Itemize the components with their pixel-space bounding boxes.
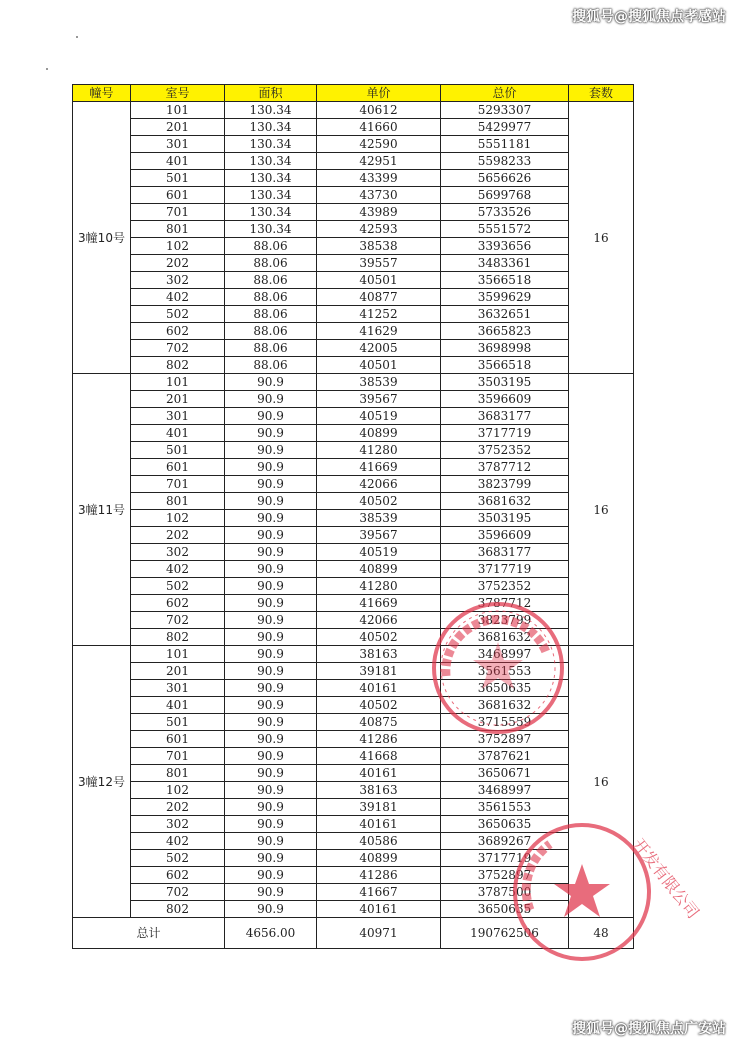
table-row xyxy=(73,646,634,663)
room-cell: 401 xyxy=(131,697,225,714)
room-cell: 602 xyxy=(131,323,225,340)
table-row xyxy=(73,289,634,306)
area-cell: 90.9 xyxy=(225,867,317,884)
area-cell: 130.34 xyxy=(225,102,317,119)
room-cell: 302 xyxy=(131,272,225,289)
area-cell: 130.34 xyxy=(225,221,317,238)
room-cell: 301 xyxy=(131,136,225,153)
area-cell: 90.9 xyxy=(225,646,317,663)
unit-price-cell: 40502 xyxy=(317,629,441,646)
unit-price-cell: 40161 xyxy=(317,816,441,833)
table-row xyxy=(73,544,634,561)
total-price-cell: 3599629 xyxy=(441,289,569,306)
room-cell: 601 xyxy=(131,459,225,476)
room-cell: 801 xyxy=(131,221,225,238)
total-price-cell: 3698998 xyxy=(441,340,569,357)
total-price-cell: 3681632 xyxy=(441,493,569,510)
area-cell: 90.9 xyxy=(225,442,317,459)
unit-price-cell: 40875 xyxy=(317,714,441,731)
total-unit-price: 40971 xyxy=(317,918,441,949)
unit-price-cell: 41669 xyxy=(317,459,441,476)
table-body xyxy=(73,102,634,918)
room-cell: 102 xyxy=(131,238,225,255)
room-cell: 502 xyxy=(131,578,225,595)
area-cell: 90.9 xyxy=(225,833,317,850)
room-cell: 801 xyxy=(131,765,225,782)
room-cell: 201 xyxy=(131,391,225,408)
table-row xyxy=(73,714,634,731)
room-cell: 202 xyxy=(131,255,225,272)
area-cell: 90.9 xyxy=(225,714,317,731)
price-table xyxy=(72,84,634,949)
total-price-cell: 3683177 xyxy=(441,408,569,425)
table-row xyxy=(73,323,634,340)
table-row xyxy=(73,782,634,799)
room-cell: 501 xyxy=(131,442,225,459)
area-cell: 88.06 xyxy=(225,357,317,374)
table-row xyxy=(73,833,634,850)
total-price-cell: 3503195 xyxy=(441,374,569,391)
area-cell: 90.9 xyxy=(225,459,317,476)
table-row xyxy=(73,663,634,680)
total-price-cell: 3787712 xyxy=(441,595,569,612)
unit-price-cell: 42590 xyxy=(317,136,441,153)
room-cell: 402 xyxy=(131,561,225,578)
unit-price-cell: 42066 xyxy=(317,612,441,629)
total-price-cell: 3787621 xyxy=(441,748,569,765)
total-price-cell: 3681632 xyxy=(441,629,569,646)
unit-price-cell: 42005 xyxy=(317,340,441,357)
area-cell: 90.9 xyxy=(225,884,317,901)
unit-price-cell: 39567 xyxy=(317,527,441,544)
room-cell: 101 xyxy=(131,646,225,663)
area-cell: 90.9 xyxy=(225,391,317,408)
total-price-cell: 3715559 xyxy=(441,714,569,731)
area-cell: 88.06 xyxy=(225,238,317,255)
table-row xyxy=(73,527,634,544)
area-cell: 90.9 xyxy=(225,765,317,782)
room-cell: 401 xyxy=(131,425,225,442)
unit-price-cell: 41280 xyxy=(317,442,441,459)
area-cell: 90.9 xyxy=(225,748,317,765)
total-price-cell: 3752352 xyxy=(441,578,569,595)
total-price-cell: 3468997 xyxy=(441,646,569,663)
room-cell: 802 xyxy=(131,901,225,918)
unit-price-cell: 41668 xyxy=(317,748,441,765)
unit-price-cell: 40899 xyxy=(317,425,441,442)
area-cell: 130.34 xyxy=(225,204,317,221)
total-price-cell: 5551181 xyxy=(441,136,569,153)
unit-price-cell: 41629 xyxy=(317,323,441,340)
room-cell: 601 xyxy=(131,731,225,748)
table-row xyxy=(73,799,634,816)
unit-price-cell: 39181 xyxy=(317,799,441,816)
table-row xyxy=(73,680,634,697)
table-row xyxy=(73,391,634,408)
total-price-cell: 5699768 xyxy=(441,187,569,204)
area-cell: 88.06 xyxy=(225,306,317,323)
header-unit-price: 单价 xyxy=(317,85,441,102)
table-row xyxy=(73,408,634,425)
unit-price-cell: 42951 xyxy=(317,153,441,170)
total-price-cell: 3823799 xyxy=(441,612,569,629)
total-price-cell: 3665823 xyxy=(441,323,569,340)
total-price-cell: 5656626 xyxy=(441,170,569,187)
unit-price-cell: 40519 xyxy=(317,544,441,561)
total-price-cell: 5733526 xyxy=(441,204,569,221)
total-price-cell: 3752897 xyxy=(441,867,569,884)
table-row xyxy=(73,493,634,510)
total-price-cell: 3566518 xyxy=(441,357,569,374)
area-cell: 90.9 xyxy=(225,782,317,799)
header-unit-count: 套数 xyxy=(569,85,634,102)
room-cell: 702 xyxy=(131,340,225,357)
area-cell: 90.9 xyxy=(225,629,317,646)
area-cell: 90.9 xyxy=(225,374,317,391)
total-price-cell: 5551572 xyxy=(441,221,569,238)
unit-price-cell: 42066 xyxy=(317,476,441,493)
unit-price-cell: 38539 xyxy=(317,374,441,391)
building-cell: 3幢10号 xyxy=(73,102,131,374)
total-price-cell: 3561553 xyxy=(441,799,569,816)
room-cell: 801 xyxy=(131,493,225,510)
unit-price-cell: 43730 xyxy=(317,187,441,204)
table-row xyxy=(73,187,634,204)
unit-price-cell: 40877 xyxy=(317,289,441,306)
table-row xyxy=(73,816,634,833)
unit-price-cell: 41660 xyxy=(317,119,441,136)
unit-price-cell: 40519 xyxy=(317,408,441,425)
area-cell: 90.9 xyxy=(225,544,317,561)
unit-price-cell: 39181 xyxy=(317,663,441,680)
area-cell: 90.9 xyxy=(225,561,317,578)
table-row xyxy=(73,612,634,629)
room-cell: 701 xyxy=(131,204,225,221)
area-cell: 88.06 xyxy=(225,289,317,306)
watermark-top: 搜狐号@搜狐焦点孝感站 xyxy=(572,9,726,25)
unit-count-cell: 16 xyxy=(569,374,634,646)
table-row xyxy=(73,561,634,578)
table-row xyxy=(73,238,634,255)
table-row xyxy=(73,102,634,119)
table-row xyxy=(73,425,634,442)
room-cell: 102 xyxy=(131,782,225,799)
room-cell: 501 xyxy=(131,170,225,187)
unit-price-cell: 40612 xyxy=(317,102,441,119)
table-row xyxy=(73,510,634,527)
area-cell: 130.34 xyxy=(225,153,317,170)
table-row xyxy=(73,629,634,646)
area-cell: 90.9 xyxy=(225,493,317,510)
total-price-cell: 5293307 xyxy=(441,102,569,119)
room-cell: 101 xyxy=(131,374,225,391)
room-cell: 202 xyxy=(131,527,225,544)
table-row xyxy=(73,442,634,459)
table-row xyxy=(73,476,634,493)
total-price-cell: 3752352 xyxy=(441,442,569,459)
table-row xyxy=(73,595,634,612)
unit-price-cell: 41286 xyxy=(317,731,441,748)
table-row xyxy=(73,374,634,391)
table-row xyxy=(73,255,634,272)
total-price-cell: 3717719 xyxy=(441,561,569,578)
total-price-cell: 5429977 xyxy=(441,119,569,136)
room-cell: 101 xyxy=(131,102,225,119)
unit-price-cell: 43989 xyxy=(317,204,441,221)
total-price-cell: 3681632 xyxy=(441,697,569,714)
area-cell: 88.06 xyxy=(225,255,317,272)
unit-price-cell: 40502 xyxy=(317,697,441,714)
total-total-price: 190762506 xyxy=(441,918,569,949)
unit-price-cell: 40501 xyxy=(317,272,441,289)
room-cell: 802 xyxy=(131,357,225,374)
room-cell: 302 xyxy=(131,544,225,561)
room-cell: 401 xyxy=(131,153,225,170)
table-row xyxy=(73,119,634,136)
area-cell: 90.9 xyxy=(225,816,317,833)
area-cell: 90.9 xyxy=(225,425,317,442)
building-cell: 3幢11号 xyxy=(73,374,131,646)
total-price-cell: 3689267 xyxy=(441,833,569,850)
total-price-cell: 3468997 xyxy=(441,782,569,799)
table-row xyxy=(73,306,634,323)
building-cell: 3幢12号 xyxy=(73,646,131,918)
unit-price-cell: 40161 xyxy=(317,765,441,782)
table-row xyxy=(73,204,634,221)
unit-price-cell: 40161 xyxy=(317,680,441,697)
total-area: 4656.00 xyxy=(225,918,317,949)
room-cell: 601 xyxy=(131,187,225,204)
table-row xyxy=(73,136,634,153)
room-cell: 602 xyxy=(131,867,225,884)
seal-text: 开发有限公司 xyxy=(628,834,703,923)
room-cell: 202 xyxy=(131,799,225,816)
room-cell: 201 xyxy=(131,119,225,136)
unit-price-cell: 41252 xyxy=(317,306,441,323)
table-row xyxy=(73,170,634,187)
table-row xyxy=(73,459,634,476)
total-row xyxy=(73,918,634,949)
unit-price-cell: 40501 xyxy=(317,357,441,374)
table-row xyxy=(73,578,634,595)
unit-price-cell: 40502 xyxy=(317,493,441,510)
area-cell: 130.34 xyxy=(225,119,317,136)
unit-price-cell: 40161 xyxy=(317,901,441,918)
area-cell: 90.9 xyxy=(225,697,317,714)
table-row xyxy=(73,153,634,170)
unit-price-cell: 38539 xyxy=(317,510,441,527)
header-building: 幢号 xyxy=(73,85,131,102)
total-price-cell: 3561553 xyxy=(441,663,569,680)
table-row xyxy=(73,357,634,374)
total-price-cell: 3596609 xyxy=(441,391,569,408)
unit-price-cell: 38163 xyxy=(317,782,441,799)
area-cell: 90.9 xyxy=(225,612,317,629)
total-price-cell: 5598233 xyxy=(441,153,569,170)
unit-price-cell: 40899 xyxy=(317,561,441,578)
area-cell: 90.9 xyxy=(225,799,317,816)
unit-price-cell: 40586 xyxy=(317,833,441,850)
table-row xyxy=(73,731,634,748)
unit-price-cell: 38538 xyxy=(317,238,441,255)
total-price-cell: 3787712 xyxy=(441,459,569,476)
area-cell: 90.9 xyxy=(225,527,317,544)
room-cell: 502 xyxy=(131,850,225,867)
total-price-cell: 3650635 xyxy=(441,816,569,833)
unit-price-cell: 41669 xyxy=(317,595,441,612)
area-cell: 90.9 xyxy=(225,578,317,595)
unit-price-cell: 40899 xyxy=(317,850,441,867)
area-cell: 90.9 xyxy=(225,476,317,493)
unit-price-cell: 41667 xyxy=(317,884,441,901)
table-row xyxy=(73,850,634,867)
total-price-cell: 3503195 xyxy=(441,510,569,527)
area-cell: 90.9 xyxy=(225,731,317,748)
table-row xyxy=(73,272,634,289)
total-price-cell: 3632651 xyxy=(441,306,569,323)
total-price-cell: 3752897 xyxy=(441,731,569,748)
area-cell: 130.34 xyxy=(225,136,317,153)
table-row xyxy=(73,340,634,357)
room-cell: 302 xyxy=(131,816,225,833)
area-cell: 90.9 xyxy=(225,663,317,680)
table-row xyxy=(73,765,634,782)
area-cell: 90.9 xyxy=(225,510,317,527)
room-cell: 502 xyxy=(131,306,225,323)
area-cell: 88.06 xyxy=(225,340,317,357)
header-room: 室号 xyxy=(131,85,225,102)
unit-price-cell: 42593 xyxy=(317,221,441,238)
room-cell: 702 xyxy=(131,612,225,629)
unit-count-cell: 16 xyxy=(569,646,634,918)
total-price-cell: 3393656 xyxy=(441,238,569,255)
unit-price-cell: 38163 xyxy=(317,646,441,663)
unit-price-cell: 39557 xyxy=(317,255,441,272)
total-price-cell: 3566518 xyxy=(441,272,569,289)
total-label: 总计 xyxy=(73,918,225,949)
area-cell: 90.9 xyxy=(225,850,317,867)
total-count: 48 xyxy=(569,918,634,949)
area-cell: 90.9 xyxy=(225,680,317,697)
total-price-cell: 3650635 xyxy=(441,901,569,918)
room-cell: 201 xyxy=(131,663,225,680)
total-price-cell: 3787500 xyxy=(441,884,569,901)
room-cell: 301 xyxy=(131,680,225,697)
room-cell: 702 xyxy=(131,884,225,901)
unit-price-cell: 39567 xyxy=(317,391,441,408)
total-price-cell: 3596609 xyxy=(441,527,569,544)
area-cell: 90.9 xyxy=(225,595,317,612)
table-row xyxy=(73,901,634,918)
header-row xyxy=(73,85,634,102)
total-price-cell: 3683177 xyxy=(441,544,569,561)
room-cell: 701 xyxy=(131,476,225,493)
total-price-cell: 3650671 xyxy=(441,765,569,782)
table-row xyxy=(73,867,634,884)
unit-price-cell: 41280 xyxy=(317,578,441,595)
header-area: 面积 xyxy=(225,85,317,102)
area-cell: 130.34 xyxy=(225,187,317,204)
area-cell: 88.06 xyxy=(225,323,317,340)
table-row xyxy=(73,884,634,901)
watermark-bottom: 搜狐号@搜狐焦点广安站 xyxy=(572,1021,726,1037)
unit-price-cell: 41286 xyxy=(317,867,441,884)
room-cell: 402 xyxy=(131,289,225,306)
total-price-cell: 3717719 xyxy=(441,425,569,442)
table-row xyxy=(73,748,634,765)
room-cell: 701 xyxy=(131,748,225,765)
room-cell: 301 xyxy=(131,408,225,425)
room-cell: 802 xyxy=(131,629,225,646)
total-price-cell: 3823799 xyxy=(441,476,569,493)
area-cell: 88.06 xyxy=(225,272,317,289)
total-price-cell: 3717719 xyxy=(441,850,569,867)
unit-price-cell: 43399 xyxy=(317,170,441,187)
unit-count-cell: 16 xyxy=(569,102,634,374)
room-cell: 602 xyxy=(131,595,225,612)
room-cell: 501 xyxy=(131,714,225,731)
room-cell: 402 xyxy=(131,833,225,850)
room-cell: 102 xyxy=(131,510,225,527)
scan-speck xyxy=(76,36,78,38)
total-price-cell: 3483361 xyxy=(441,255,569,272)
area-cell: 90.9 xyxy=(225,408,317,425)
scan-speck xyxy=(46,68,48,70)
table-row xyxy=(73,697,634,714)
area-cell: 90.9 xyxy=(225,901,317,918)
area-cell: 130.34 xyxy=(225,170,317,187)
header-total-price: 总价 xyxy=(441,85,569,102)
table-row xyxy=(73,221,634,238)
total-price-cell: 3650635 xyxy=(441,680,569,697)
